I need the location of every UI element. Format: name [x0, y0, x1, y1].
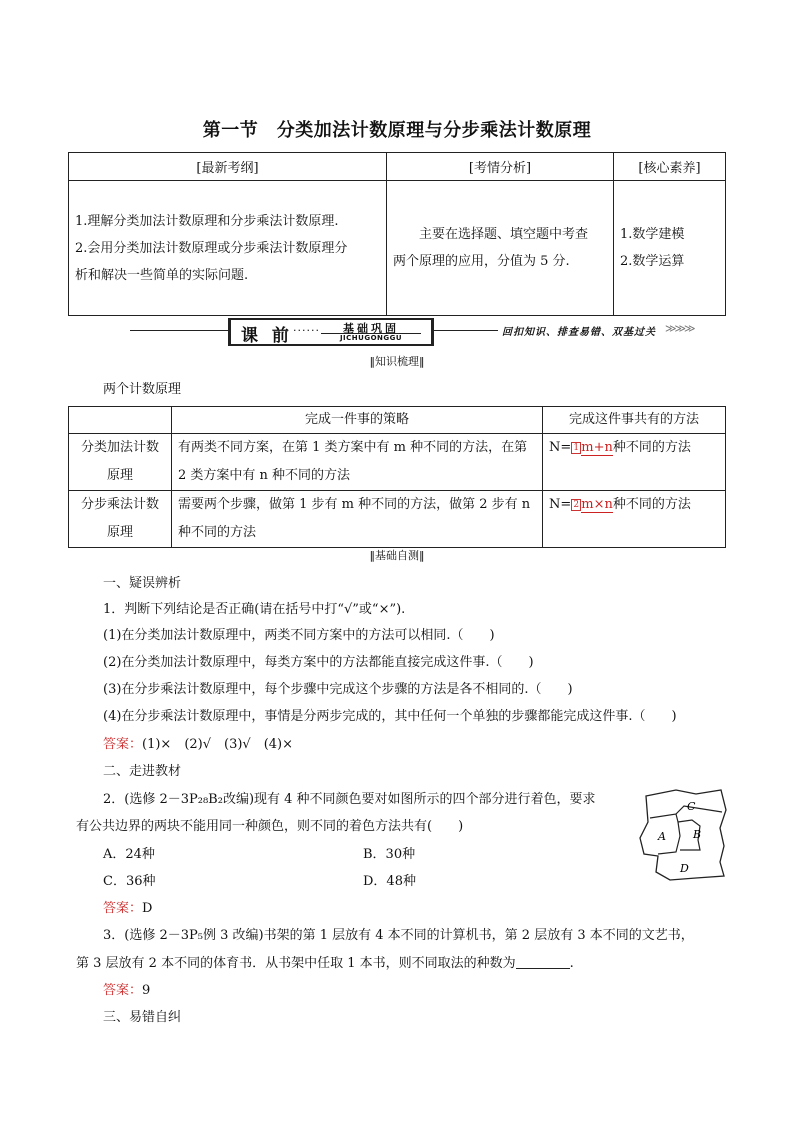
literacy-line: 2.数学运算 — [620, 254, 685, 269]
analysis-line: 主要在选择题、填空题中考查 — [419, 227, 589, 242]
banner-pinyin: JICHUGONGGU — [321, 333, 421, 342]
principle-desc-line: 有两类不同方案，在第 1 类方案中有 m 种不同的方法，在第 — [178, 440, 528, 455]
header-core-literacy: [核心素养] — [614, 153, 726, 181]
principle-name-line: 原理 — [106, 468, 133, 483]
section-heading: 二、走进教材 — [103, 764, 182, 779]
question-item: (4)在分步乘法计数原理中，事情是分两步完成的，其中任何一个单独的步骤都能完成这件事.（ ) — [103, 709, 677, 724]
map-label-b: B — [693, 828, 702, 841]
map-region-c-border — [676, 806, 722, 814]
principle-name-line: 分类加法计数 — [80, 440, 159, 455]
syllabus-line: 1.理解分类加法计数原理和分步乘法计数原理. — [75, 213, 339, 229]
literacy-cell — [614, 181, 726, 316]
banner-rule-left — [130, 330, 228, 331]
principle-result — [543, 434, 726, 491]
principle-desc-line: 2 类方案中有 n 种不同的方法 — [178, 468, 351, 483]
question-2: 2．(选修 2－3P₂₈B₂改编)现有 4 种不同颜色要对如图所示的四个部分进行着色，要求 — [103, 792, 596, 807]
answer-value: (1)× (2)√ (3)√ (4)× — [142, 737, 294, 752]
formula-answer: m×n — [581, 497, 613, 512]
analysis-cell — [387, 181, 614, 316]
syllabus-cell — [69, 181, 387, 316]
t2-header-methods: 完成这件事共有的方法 — [543, 407, 726, 434]
n-equals: N= — [549, 497, 572, 512]
option-c: C．36种 — [103, 874, 156, 889]
section-banner — [130, 318, 694, 346]
answer-2 — [103, 900, 152, 918]
banner-keqian: 课 前 — [241, 326, 293, 346]
analysis-line: 两个原理的应用，分值为 5 分. — [393, 254, 570, 269]
t2-header-strategy: 完成一件事的策略 — [172, 407, 543, 434]
t2-header-empty — [69, 407, 172, 434]
section-heading: 三、易错自纠 — [103, 1010, 182, 1025]
result-tail: 种不同的方法 — [612, 497, 691, 512]
subheading-knowledge: ‖知识梳理‖ — [369, 355, 425, 368]
principle-desc — [172, 434, 543, 491]
principle-desc — [172, 491, 543, 548]
answer-value: 9 — [142, 983, 151, 998]
principle-name-line: 分步乘法计数 — [80, 497, 159, 512]
circled-number: 2 — [571, 499, 581, 511]
option-d: D．48种 — [363, 874, 416, 889]
formula-answer: m+n — [581, 440, 613, 455]
principle-name — [69, 491, 172, 548]
question-1: 1．判断下列结论是否正确(请在括号中打“√”或“×”). — [103, 602, 406, 617]
map-label-d: D — [680, 862, 689, 875]
question-3-text: 第 3 层放有 2 本不同的体育书．从书架中任取 1 本书，则不同取法的种数为 — [76, 956, 516, 971]
principle-name — [69, 434, 172, 491]
coloring-map-figure — [636, 788, 732, 884]
principle-name-line: 原理 — [106, 525, 133, 540]
subheading-selftest: ‖基础自测‖ — [369, 549, 425, 562]
answer-label: 答案： — [103, 737, 143, 752]
banner-dots: ······ — [293, 324, 320, 337]
principles-table — [68, 406, 726, 548]
syllabus-line: 析和解决一些简单的实际问题. — [75, 267, 249, 283]
question-3-cont — [76, 954, 574, 973]
circled-number: 1 — [571, 442, 581, 454]
answer-blank — [516, 954, 570, 969]
principle-desc-line: 需要两个步骤，做第 1 步有 m 种不同的方法，做第 2 步有 n — [178, 497, 531, 512]
header-latest-syllabus: [最新考纲] — [69, 153, 387, 181]
principle-result — [543, 491, 726, 548]
question-3-end: . — [569, 956, 574, 971]
arrows-icon: ≫≫≫ — [665, 322, 694, 335]
n-equals: N= — [549, 440, 572, 455]
question-item: (3)在分步乘法计数原理中，每个步骤中完成这个步骤的方法是各不相同的.（ ) — [103, 682, 573, 697]
intro-text: 两个计数原理 — [103, 382, 182, 397]
syllabus-table — [68, 152, 726, 316]
table-row — [69, 434, 726, 491]
map-label-c: C — [687, 800, 696, 813]
map-label-a: A — [658, 830, 666, 843]
answer-value: D — [142, 901, 153, 916]
banner-rule-right — [434, 330, 498, 331]
section-heading: 一、疑误辨析 — [103, 576, 182, 591]
answer-label: 答案： — [103, 901, 143, 916]
question-item: (1)在分类加法计数原理中，两类不同方案中的方法可以相同.（ ) — [103, 628, 495, 643]
answer-1 — [103, 736, 293, 754]
question-2-cont: 有公共边界的两块不能用同一种颜色，则不同的着色方法共有( ) — [76, 819, 464, 834]
principle-desc-line: 种不同的方法 — [178, 525, 257, 540]
result-tail: 种不同的方法 — [612, 440, 691, 455]
table-row — [69, 491, 726, 548]
literacy-line: 1.数学建模 — [620, 227, 685, 242]
question-3: 3．(选修 2－3P₅例 3 改编)书架的第 1 层放有 4 本不同的计算机书，第 2 层放有 3 本不同的文艺书， — [103, 928, 694, 943]
page-title: 第一节 分类加法计数原理与分步乘法计数原理 — [202, 120, 592, 141]
banner-box — [228, 318, 434, 346]
option-a: A．24种 — [103, 847, 155, 862]
option-b: B．30种 — [363, 847, 416, 862]
banner-jichu: 基础巩固 — [343, 322, 399, 335]
header-exam-analysis: [考情分析] — [387, 153, 614, 181]
question-item: (2)在分类加法计数原理中，每类方案中的方法都能直接完成这件事.（ ) — [103, 655, 534, 670]
answer-label: 答案： — [103, 983, 143, 998]
answer-3 — [103, 982, 150, 1000]
banner-tagline: 回扣知识、排查易错、双基过关 — [502, 327, 656, 338]
syllabus-line: 2.会用分类加法计数原理或分步乘法计数原理分 — [75, 240, 348, 256]
